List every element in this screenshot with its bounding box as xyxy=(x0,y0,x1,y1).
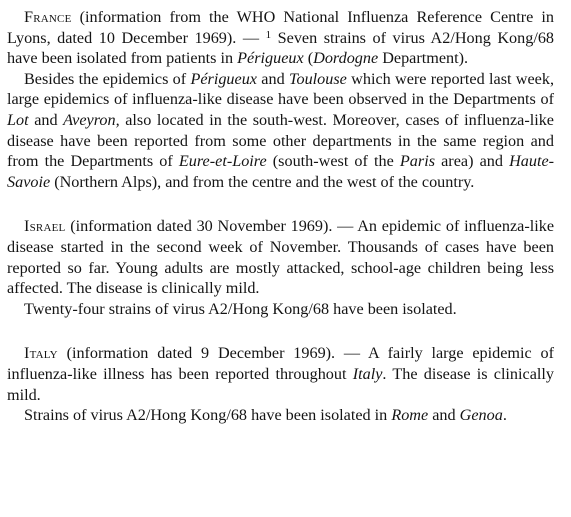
israel-paragraph-2: Twenty-four strains of virus A2/Hong Kong/68 have been isolated. xyxy=(24,299,457,318)
place-name: Haute-Savoie xyxy=(7,152,555,191)
italy-section xyxy=(7,343,554,425)
section-spacer xyxy=(7,319,554,343)
text-span: Besides the epidemics of xyxy=(24,69,191,88)
place-name: Rome xyxy=(391,406,429,425)
france-section xyxy=(7,7,554,192)
document-page xyxy=(7,7,554,426)
text-span: (Northern Alps), and from the centre and the west of the country. xyxy=(50,172,475,191)
text-span: which were reported last week, large epidemics of influenza-like disease have been observed in the Departments of xyxy=(7,69,554,109)
france-paragraph-1 xyxy=(7,7,554,69)
text-span: and xyxy=(28,110,64,129)
text-span: Department). xyxy=(378,49,469,68)
text-span: (information dated 30 November 1969). — An epidemic of influenza-like disease started in the second week of November. Thousands of cases have been reported so far. Young adults are mostly attacked, school-age children being less affected. The disease is clinically mild. xyxy=(7,217,554,298)
text-span: area) and xyxy=(435,152,510,171)
israel-paragraph-1 xyxy=(7,216,554,298)
country-heading-italy: Italy xyxy=(24,344,58,363)
text-span: . xyxy=(502,406,507,425)
italy-paragraph-2 xyxy=(7,405,554,426)
place-name: Genoa xyxy=(459,406,503,425)
place-name: Lot xyxy=(7,110,29,129)
text-span: (information dated 9 December 1969). — A fairly large epidemic of influenza-like illness has been reported throughout xyxy=(7,344,554,383)
france-paragraph-2 xyxy=(7,69,554,193)
text-span: (information from the WHO National Influenza Reference Centre in Lyons, dated 10 December 1969). — xyxy=(7,8,554,47)
text-span: also located in the south-west. Moreover, cases of influenza-like disease have been reported from some other departments in the same region and from the Departments of xyxy=(7,110,554,171)
israel-section xyxy=(7,216,554,319)
place-name: Dordogne xyxy=(313,49,379,68)
text-span: and xyxy=(257,69,289,88)
footnote-marker: 1 xyxy=(265,28,272,41)
text-span: (south-west of the xyxy=(266,152,400,171)
text-span: . The disease is clinically mild. xyxy=(7,364,554,404)
place-name: Périgueux xyxy=(190,69,257,88)
place-name: Italy xyxy=(352,364,383,383)
text-span: and xyxy=(428,406,460,425)
text-span: Seven strains of virus A2/Hong Kong/68 have been isolated from patients in xyxy=(7,28,555,68)
text-span: Strains of virus A2/Hong Kong/68 have been isolated in xyxy=(24,406,392,425)
country-heading-france: France xyxy=(24,8,72,26)
place-name: Paris xyxy=(399,152,436,171)
place-name: Aveyron, xyxy=(63,110,120,129)
text-span: ( xyxy=(303,49,314,68)
place-name: Eure-et-Loire xyxy=(178,152,267,171)
country-heading-israel: Israel xyxy=(24,217,66,236)
italy-paragraph-1 xyxy=(7,343,554,405)
place-name: Périgueux xyxy=(237,49,304,68)
place-name: Toulouse xyxy=(288,69,347,88)
section-spacer xyxy=(7,192,554,216)
